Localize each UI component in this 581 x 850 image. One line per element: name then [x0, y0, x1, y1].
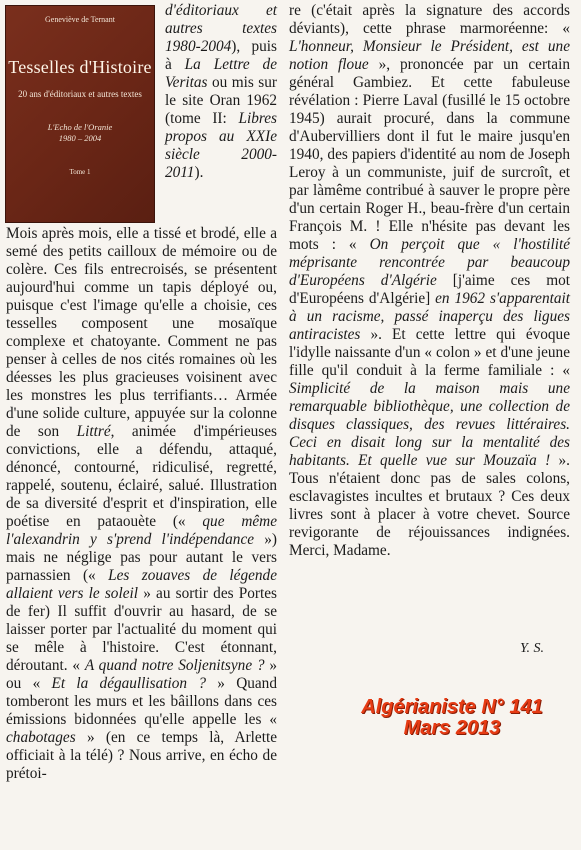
text-segment: » (en ce temps là, Arlette officiait à la télé) ? Nous arrive, en écho de prétoi-: [6, 729, 277, 782]
badge-issue: Algérianiste N° 141: [361, 696, 543, 718]
signature: Y. S.: [520, 641, 545, 656]
italic-text-segment: Libres propos au XXIe siècle 2000-2011: [165, 110, 277, 181]
text-segment: ». Et cette lettre qui évoque l'idylle naissante d'un « colon » et d'une jeune fille qu'il conduit à la ferme familiale : «: [289, 326, 570, 379]
text-segment: » ou «: [6, 657, 277, 692]
italic-text-segment: en 1962 s'apparentait à un racisme, passé inaperçu des ligues antiracistes: [289, 290, 570, 343]
italic-text-segment: On perçoit que « l'hostilité méprisante rencontrée par beaucoup d'Européens d'Algérie: [289, 236, 571, 289]
text-segment: ).: [194, 164, 204, 181]
text-segment: , animée d'impérieuses convictions, elle a défendu, attaqué, dénoncé, contourné, ridiculisé, regretté, rappelé, soutenu, éclairé, salué. Illustration de sa diversité d'esprit et d'inspiration, elle poétise en pataouète («: [6, 423, 278, 530]
cover-title: Tesselles d'Histoire: [8, 57, 152, 77]
text-segment: ») mais ne néglige pas pour autant le vers parnassien («: [6, 531, 277, 584]
column-1-main-text: [6, 225, 277, 783]
book-cover-image: [5, 5, 155, 223]
cover-years: 1980 – 2004: [58, 133, 102, 143]
italic-text-segment: d'éditoriaux et autres textes 1980-2004: [165, 2, 277, 55]
cover-echo-name: L'Echo de l'Oranie: [47, 122, 113, 132]
text-segment: [j'aime ces mot d'Européens d'Algérie]: [289, 272, 570, 307]
italic-text-segment: Littré: [76, 423, 111, 440]
publication-badge: [352, 697, 552, 739]
text-segment: re (c'était après la signature des accords déviants), cette phrase marmoréenne: «: [289, 2, 570, 37]
italic-text-segment: L'honneur, Monsieur le Président, est une notion floue: [289, 38, 570, 73]
text-segment: » Quand tomberont les murs et les bâillons dans ces émissions bidonnées qu'elle appelle les «: [6, 675, 277, 728]
text-segment: » au sortir des Portes de fer) Il suffit d'ouvrir au hasard, de se laisser porter par l'actualité du moment qui se mêle à l'histoire. C'est étonnant, déroutant. «: [6, 585, 277, 674]
badge-date: Mars 2013: [403, 717, 501, 739]
cover-subtitle: 20 ans d'éditoriaux et autres textes: [18, 89, 142, 99]
italic-text-segment: A quand notre Soljenitsyne ?: [84, 657, 265, 674]
text-segment: ». Tous n'étaient donc pas de sales colons, esclavagistes incultes et brutaux ? Ces deux livres sont à placer à votre chevet. Source revigorante de réjouissances indignées. Merci, Madame.: [289, 452, 570, 559]
italic-text-segment: chabotages: [6, 729, 76, 746]
italic-text-segment: La Lettre de Veritas: [165, 56, 277, 91]
text-segment: ), puis à: [165, 38, 277, 73]
cover-author: Geneviève de Ternant: [45, 15, 115, 24]
text-segment: Mois après mois, elle a tissé et brodé, elle a semé des petits cailloux de mémoire ou de colère. Ces fils entrecroisés, se présentent aujourd'hui comme un tapis déployé ou, puisque c'est l'image qu'elle a choisie, ces tesselles composent une mosaïque complexe et chatoyante. Comment ne pas penser à celles de nos cités romaines où les déesses les plus gracieuses voisinent avec les monstres les plus terrifiants… Armée d'une solide culture, appuyée sur la colonne de son: [6, 225, 277, 440]
column-2-text: [289, 2, 570, 560]
text-segment: ou mis sur le site Oran 1962 (tome II:: [165, 74, 277, 127]
cover-tome: Tome 1: [69, 168, 91, 176]
italic-text-segment: Les zouaves de légende allaient vers le soleil: [6, 567, 277, 602]
cover-echo: [15, 122, 145, 144]
italic-text-segment: que même l'alexandrin y s'prend l'indépendance: [6, 513, 277, 548]
column-1-top-text: [165, 2, 277, 182]
italic-text-segment: Et la dégaullisation ?: [51, 675, 206, 692]
italic-text-segment: Simplicité de la maison mais une remarquable bibliothèque, une collection de disques classiques, des revues littéraires. Ceci en disait long sur la mentalité des habitants. Et quelle vue sur Mouzaïa !: [289, 380, 570, 469]
text-segment: », prononcée par un certain général Gambiez. Et cette fabuleuse révélation : Pierre Laval (fusillé le 15 octobre 1945) aurait procuré, dans la commune d'Aubervilliers dont il fut le maire jusqu'en 1940, des papiers d'identité au nom de Joseph Leroy à un communiste, juif de surcroît, et par làmême contribué à sauver le propre père d'un certain Roger H., beau-frère d'un certain François M. ! Elle n'hésite pas devant les mots : «: [289, 56, 570, 253]
